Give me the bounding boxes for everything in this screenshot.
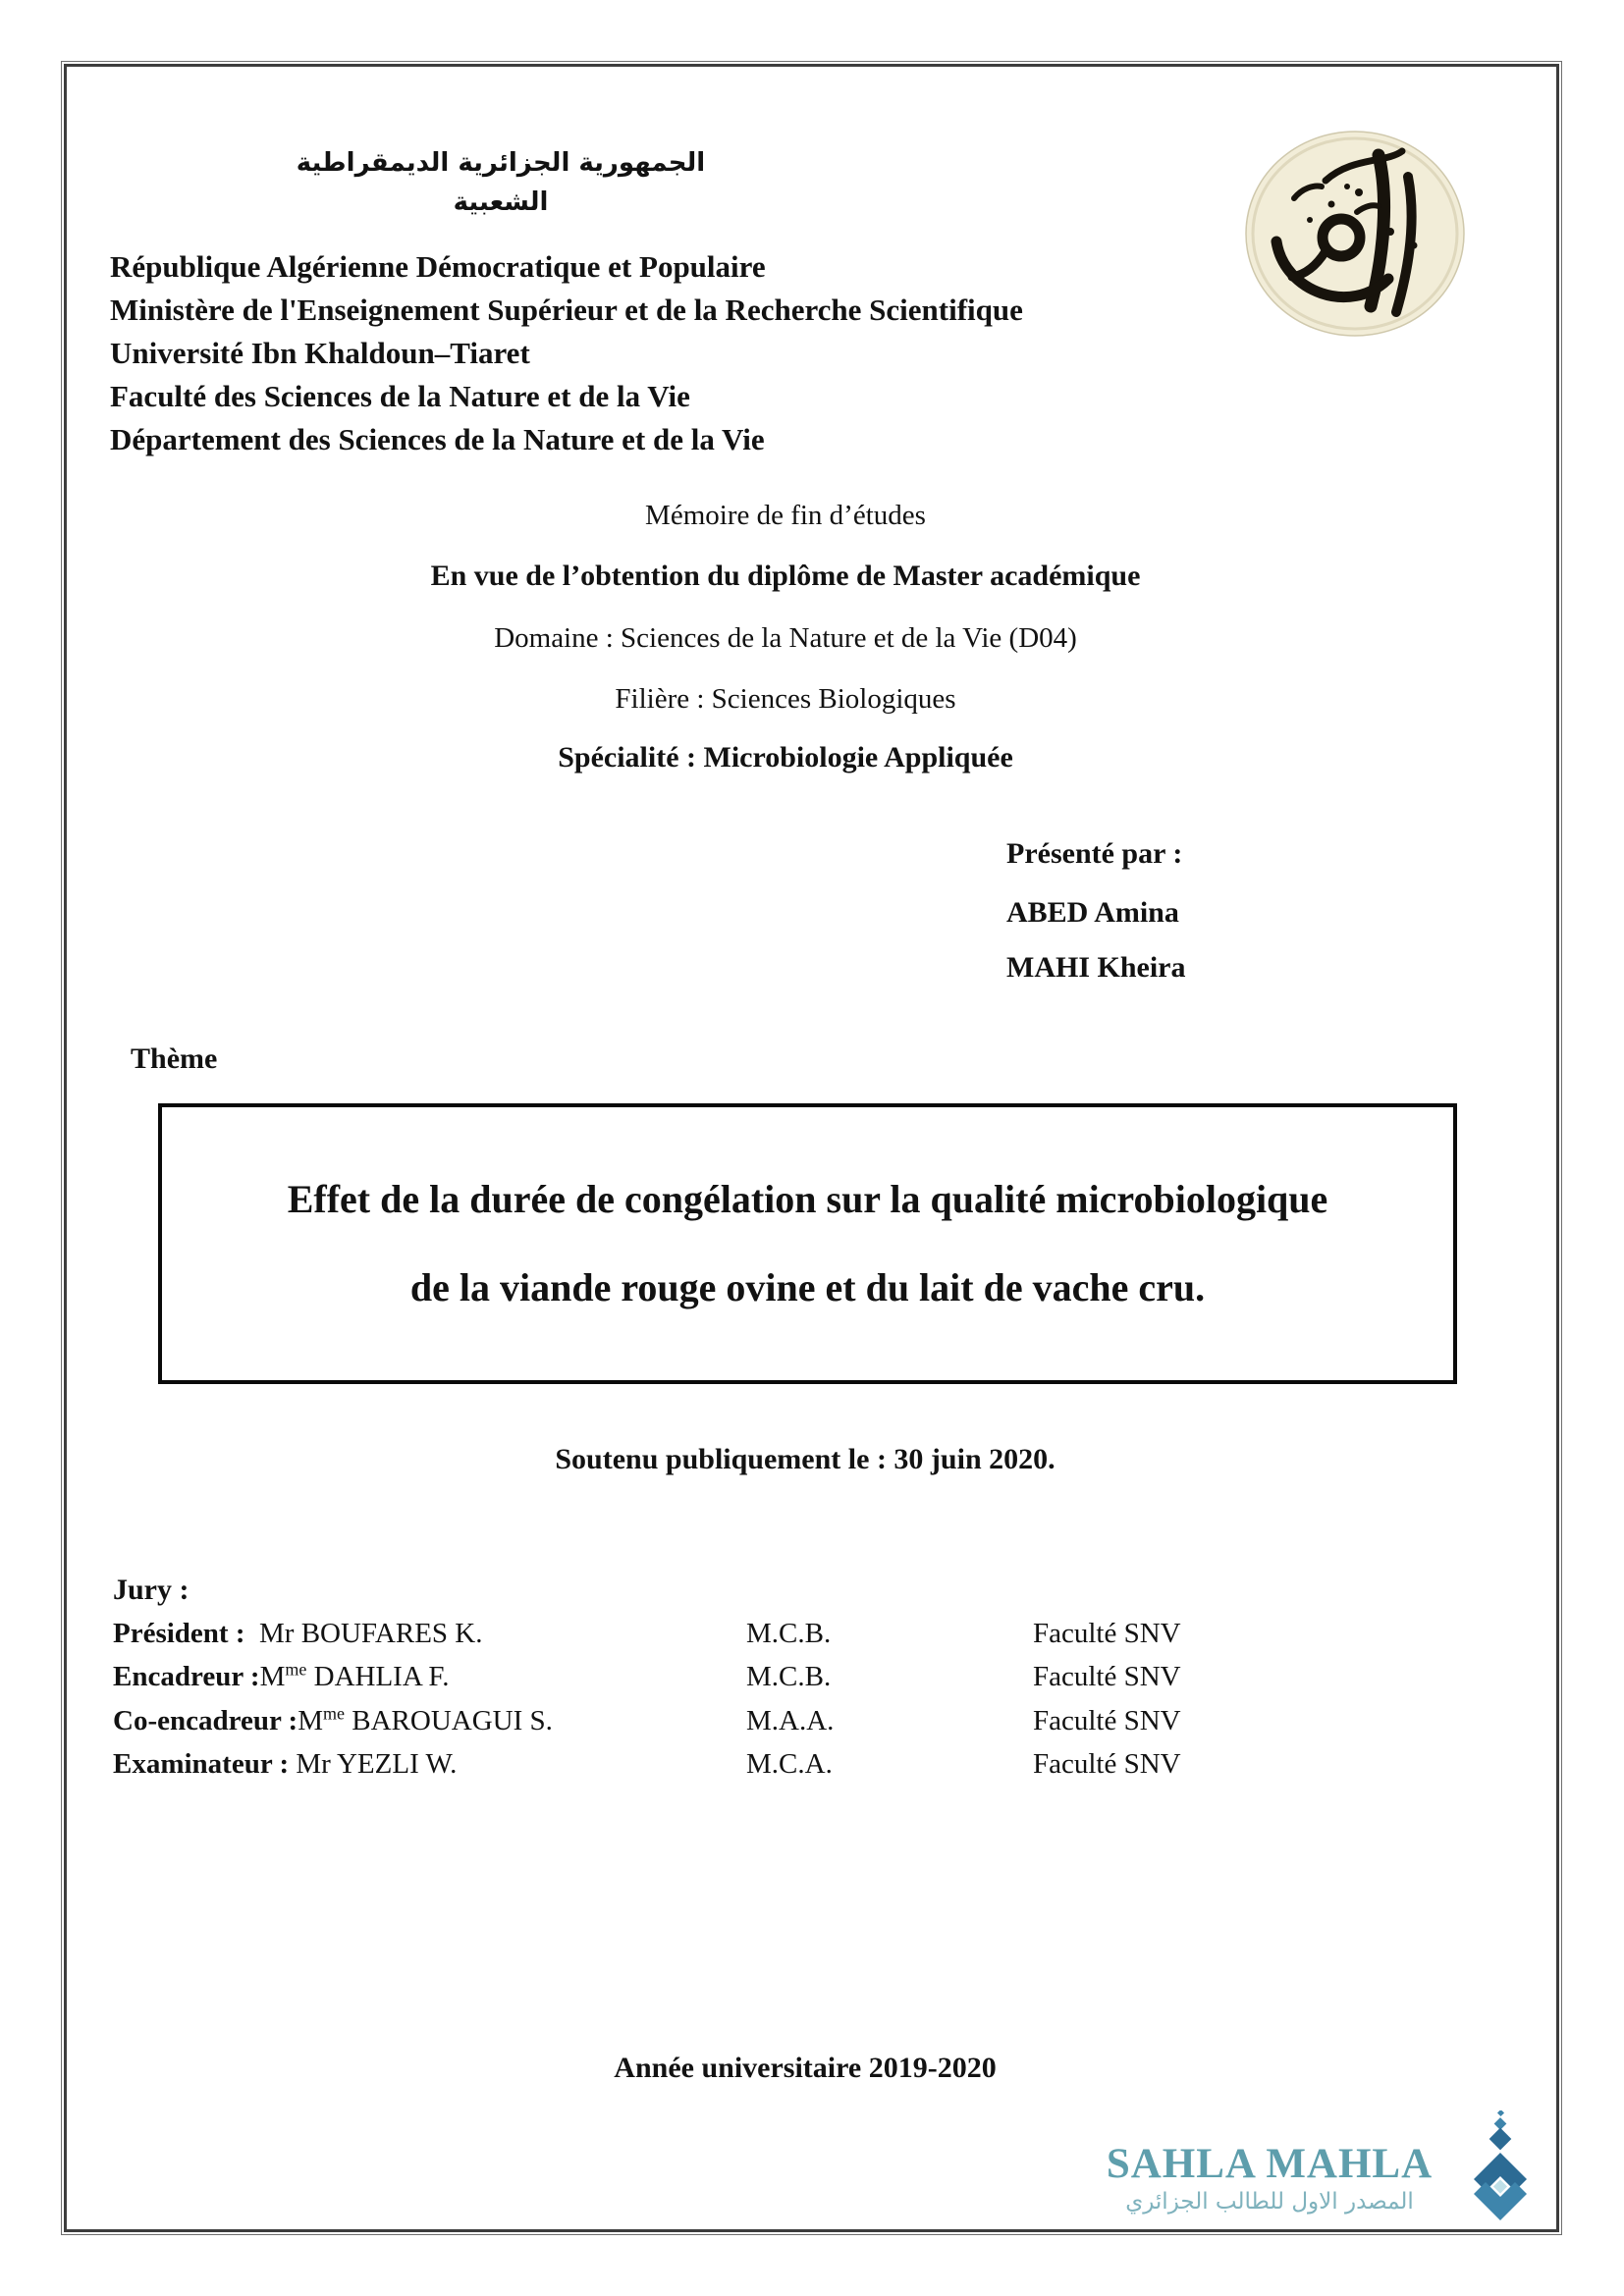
jury-section — [113, 1569, 1419, 1787]
jury-role: Co-encadreur : — [113, 1704, 298, 1736]
sahla-mahla-watermark — [1080, 2143, 1459, 2216]
jury-role: Président : — [113, 1617, 259, 1649]
header-line-ministry: Ministère de l'Enseignement Supérieur et de la Recherche Scientifique — [110, 293, 1023, 327]
header-line-faculty: Faculté des Sciences de la Nature et de la Vie — [110, 379, 690, 413]
jury-name: YEZLI W. — [330, 1748, 458, 1781]
theme-label: Thème — [131, 1042, 218, 1075]
header-line-university: Université Ibn Khaldoun–Tiaret — [110, 336, 530, 370]
emblem-diamond-small — [1497, 2110, 1504, 2116]
jury-grade: M.C.A. — [746, 1748, 833, 1781]
sahla-mahla-wordmark: SAHLA MAHLA — [1106, 2141, 1434, 2187]
republic-name-arabic: الجمهورية الجزائرية الديمقراطية الشعبية — [296, 148, 706, 217]
jury-row-examinateur — [113, 1743, 1419, 1788]
jury-faculty: Faculté SNV — [1033, 1704, 1181, 1736]
jury-row-co-encadreur — [113, 1699, 1419, 1743]
jury-label: Jury : — [113, 1574, 189, 1606]
jury-member — [113, 1661, 746, 1693]
defense-date-line: Soutenu publiquement le : 30 juin 2020. — [555, 1443, 1056, 1475]
domaine-line: Domaine : Sciences de la Nature et de la Vie (D04) — [494, 622, 1077, 654]
academic-year-line: Année universitaire 2019-2020 — [614, 2052, 997, 2084]
memoire-line: Mémoire de fin d’études — [645, 500, 926, 531]
jury-faculty: Faculté SNV — [1033, 1748, 1181, 1781]
jury-faculty: Faculté SNV — [1033, 1661, 1181, 1693]
jury-name: BAROUAGUI S. — [345, 1704, 553, 1736]
emblem-center-diamond — [1493, 2179, 1507, 2193]
jury-grade: M.A.A. — [746, 1704, 835, 1736]
jury-member — [113, 1748, 746, 1781]
emblem-diamond-large — [1489, 2128, 1512, 2151]
header-line-republic: République Algérienne Démocratique et Populaire — [110, 249, 766, 284]
author-name-1: ABED Amina — [1006, 896, 1179, 929]
jury-member — [113, 1618, 746, 1650]
jury-row-president — [113, 1612, 1419, 1656]
jury-title-civility: M — [259, 1661, 286, 1693]
diploma-line: En vue de l’obtention du diplôme de Master académique — [430, 560, 1141, 592]
jury-name: DAHLIA F. — [306, 1661, 450, 1693]
jury-member — [113, 1705, 746, 1737]
sahla-mahla-tagline-arabic: المصدر الاول للطالب الجزائري — [1125, 2189, 1414, 2215]
jury-role: Encadreur : — [113, 1661, 260, 1693]
jury-row-encadreur — [113, 1656, 1419, 1700]
jury-name: BOUFARES K. — [294, 1617, 483, 1649]
thesis-title-line-1: Effet de la durée de congélation sur la qualité microbiologique — [287, 1177, 1328, 1221]
jury-civility-sup: me — [285, 1659, 307, 1680]
filiere-line: Filière : Sciences Biologiques — [615, 683, 956, 715]
thesis-title-line-2: de la viande rouge ovine et du lait de vache cru. — [409, 1265, 1206, 1309]
specialite-line: Spécialité : Microbiologie Appliquée — [558, 741, 1013, 774]
jury-faculty: Faculté SNV — [1033, 1617, 1181, 1649]
thesis-title-box — [158, 1103, 1457, 1384]
author-name-2: MAHI Kheira — [1006, 951, 1186, 984]
jury-grade: M.C.B. — [746, 1617, 832, 1649]
jury-title-civility: Mr — [296, 1748, 331, 1781]
institution-header — [110, 245, 1288, 461]
jury-civility-sup: me — [323, 1703, 345, 1724]
jury-role: Examinateur : — [113, 1748, 297, 1781]
jury-title-civility: Mr — [259, 1617, 295, 1649]
jury-title-civility: M — [298, 1704, 323, 1736]
sahla-mahla-emblem-icon — [1462, 2110, 1539, 2222]
presented-by-label: Présenté par : — [1006, 837, 1183, 870]
jury-grade: M.C.B. — [746, 1661, 832, 1693]
header-line-department: Département des Sciences de la Nature et de la Vie — [110, 422, 765, 456]
